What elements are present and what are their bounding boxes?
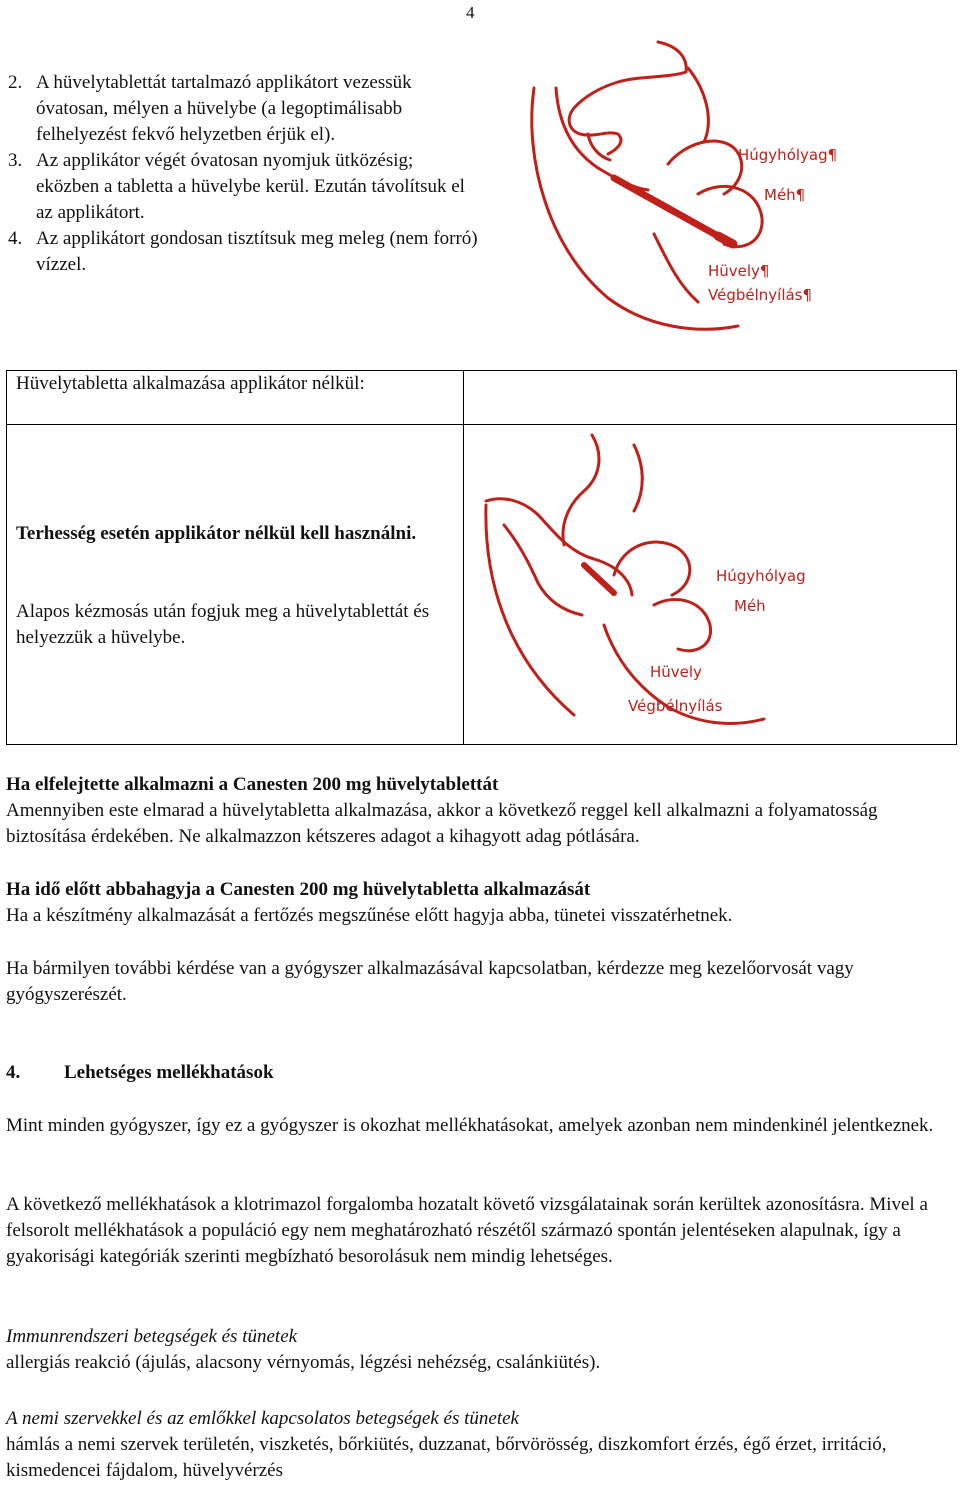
bladder-outline xyxy=(614,542,690,595)
step-number: 4. xyxy=(8,228,23,249)
stop-early-heading: Ha idő előtt abbahagyja a Canesten 200 mg hüvelytabletta alkalmazását xyxy=(6,879,591,900)
finger-outline xyxy=(504,525,582,615)
applicator-insertion-illustration xyxy=(528,38,858,338)
stop-early-section xyxy=(6,877,946,929)
reproductive-section xyxy=(6,1406,946,1484)
uterus-label: Méh¶ xyxy=(764,186,806,204)
side-effects-identified: A következő mellékhatások a klotrimazol forgalomba hozatalt követő vizsgálatainak során kerültek azonosításra. Mivel a felsorolt mellékhatások a populáció egy nem meghatározható részétől származó spontán jelentéseken alapulnak, így a gyakorisági kategóriák szerinti megbízható besorolásuk nem mindig lehetséges. xyxy=(6,1194,928,1267)
hand-outline-upper xyxy=(569,42,686,154)
hand-outline-top xyxy=(563,435,599,545)
hand-outline-lower xyxy=(556,88,648,190)
hand-insertion-instruction: Alapos kézmosás után fogjuk meg a hüvelytablettát és helyezzük a hüvelybe. xyxy=(16,601,430,648)
pregnancy-note: Terhesség esetén applikátor nélkül kell használni. xyxy=(16,523,417,544)
applicator-tip xyxy=(718,236,733,244)
step-text: Az applikátor végét óvatosan nyomjuk ütközésig; eközben a tabletta a hüvelybe kerül. Ezután távolítsuk el az applikátort. xyxy=(36,150,465,223)
uterus-label: Méh xyxy=(734,597,766,615)
application-steps-list xyxy=(8,70,478,278)
stop-early-text: Ha a készítmény alkalmazását a fertőzés megszűnése előtt hagyja abba, tünetei visszatérhetnek. xyxy=(6,905,733,926)
section-number: 4. xyxy=(6,1062,21,1083)
hand-insertion-illustration-cell xyxy=(463,424,957,745)
no-applicator-body-cell xyxy=(6,424,464,745)
no-applicator-title: Hüvelytabletta alkalmazása applikátor nélkül: xyxy=(16,373,365,394)
applicator-diagram-svg xyxy=(528,38,858,338)
missed-dose-section xyxy=(6,772,946,850)
vaginal-wall xyxy=(654,234,698,302)
step-number: 2. xyxy=(8,72,23,93)
hand-outline-middle xyxy=(486,499,632,595)
finger-outline xyxy=(588,134,610,160)
missed-dose-heading: Ha elfelejtette alkalmazni a Canesten 200 mg hüvelytablettát xyxy=(6,774,499,795)
missed-dose-text: Amennyiben este elmarad a hüvelytabletta alkalmazása, akkor a következő reggel kell alkalmazni a folyamatosság biztosítása érdekében. Ne alkalmazzon kétszeres adagot a kihagyott adag pótlására. xyxy=(6,800,878,847)
bladder-label: Húgyhólyag¶ xyxy=(738,146,838,164)
bladder-label: Húgyhólyag xyxy=(716,567,806,585)
step-item xyxy=(8,226,478,278)
step-item xyxy=(8,70,478,148)
anus-label: Végbélnyílás¶ xyxy=(708,286,813,304)
reproductive-heading: A nemi szervekkel és az emlőkkel kapcsolatos betegségek és tünetek xyxy=(6,1408,519,1429)
abdomen-contour xyxy=(634,445,642,511)
side-effects-heading xyxy=(6,1060,946,1086)
uterus-outline xyxy=(654,599,711,650)
section-title: Lehetséges mellékhatások xyxy=(64,1062,274,1083)
hand-insertion-diagram-svg xyxy=(464,425,954,741)
reproductive-text: hámlás a nemi szervek területén, viszketés, bőrkiütés, duzzanat, bőrvörösség, diszkomfort érzés, égő érzet, irritáció, kismedencei fájdalom, hüvelyvérzés xyxy=(6,1434,887,1481)
empty-header-cell xyxy=(463,370,957,425)
step-item xyxy=(8,148,478,226)
immune-text: allergiás reakció (ájulás, alacsony vérnyomás, légzési nehézség, csalánkiütés). xyxy=(6,1352,601,1373)
abdomen-contour xyxy=(688,68,708,142)
tablet xyxy=(584,565,614,593)
applicator-barrel xyxy=(614,178,718,236)
no-applicator-title-cell xyxy=(6,370,464,425)
immune-heading: Immunrendszeri betegségek és tünetek xyxy=(6,1326,298,1347)
page-number: 4 xyxy=(466,3,475,22)
side-effects-intro: Mint minden gyógyszer, így ez a gyógyszer is okozhat mellékhatásokat, amelyek azonban nem mindenkinél jelentkeznek. xyxy=(6,1115,934,1136)
questions-paragraph: Ha bármilyen további kérdése van a gyógyszer alkalmazásával kapcsolatban, kérdezze meg kezelőorvosát vagy gyógyszerészét. xyxy=(6,958,854,1005)
step-text: Az applikátort gondosan tisztítsuk meg meleg (nem forró) vízzel. xyxy=(36,228,478,275)
step-number: 3. xyxy=(8,150,23,171)
step-text: A hüvelytablettát tartalmazó applikátort vezessük óvatosan, mélyen a hüvelybe (a legoptimálisabb felhelyezést fekvő helyzetben érjük el). xyxy=(36,72,412,145)
thigh-contour xyxy=(486,505,574,715)
anus-label: Végbélnyílás xyxy=(628,697,723,715)
vagina-label: Hüvely¶ xyxy=(708,262,770,280)
immune-section xyxy=(6,1324,946,1376)
vagina-label: Hüvely xyxy=(650,663,702,681)
